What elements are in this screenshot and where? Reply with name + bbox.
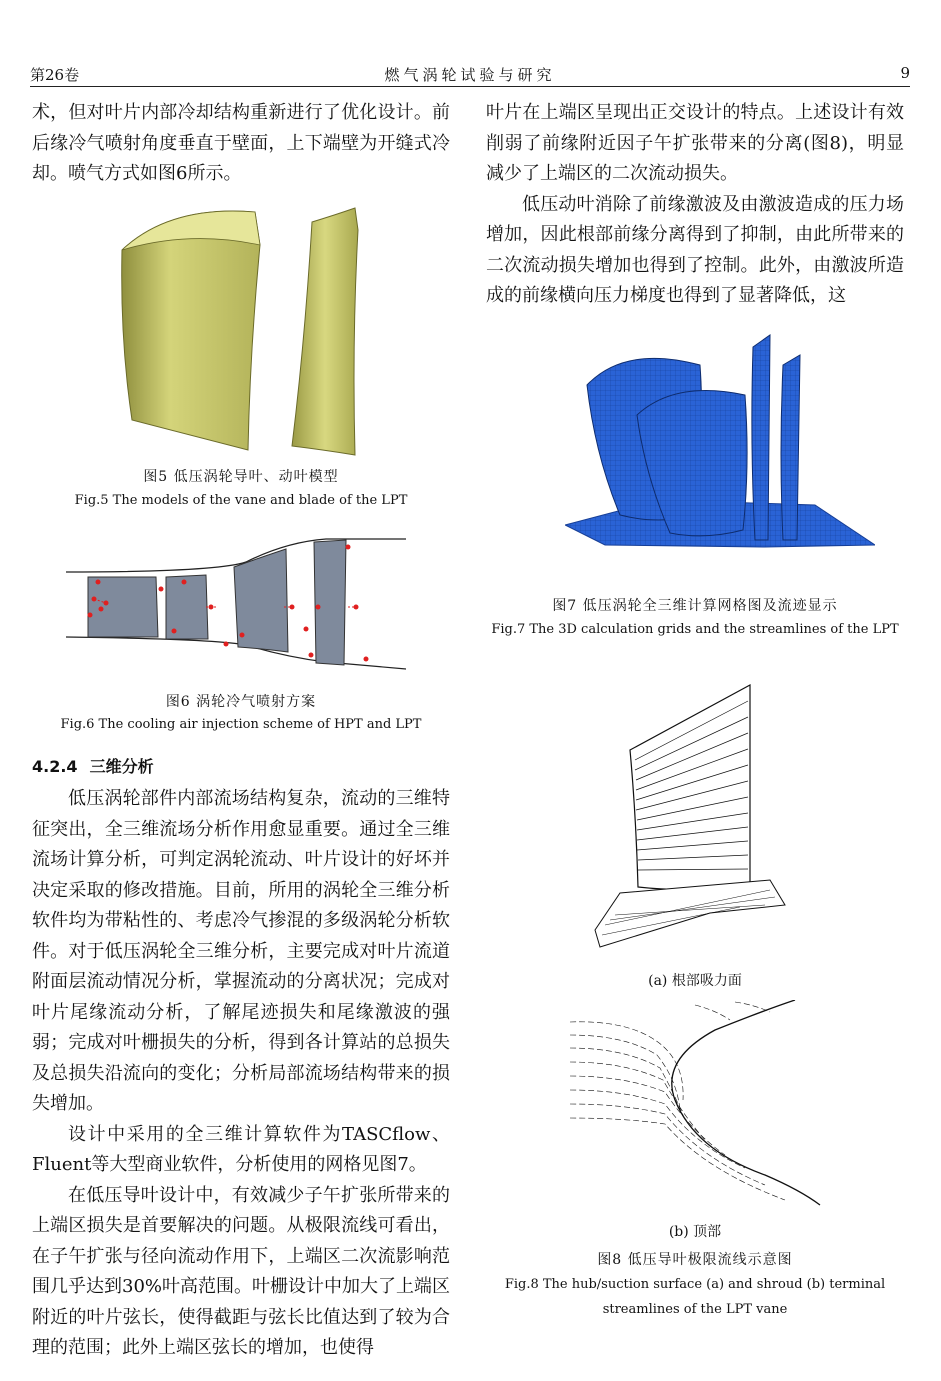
left-column-top [32,98,450,190]
left-column-body [32,784,450,1364]
figure-6-injection-scheme [66,527,412,677]
paragraph: 叶片在上端区呈现出正交设计的特点。上述设计有效削弱了前缘附近因子午扩张带来的分离(图8)，明显减少了上端区的二次流动损失。 [486,102,904,184]
figure-8-caption-zh: 图8 低压导叶极限流线示意图 [597,1252,793,1268]
page-number: 9 [900,64,910,82]
paragraph: 设计中采用的全三维计算软件为TASCflow、Fluent等大型商业软件，分析使用的网格见图7。 [32,1123,450,1175]
paragraph: 低压涡轮部件内部流场结构复杂，流动的三维特征突出，全三维流场分析作用愈显重要。通过全三维流场计算分析，可判定涡轮流动、叶片设计的好坏并决定采取的修改措施。目前，所用的涡轮全三维分析软件均为带粘性的、考虑冷气掺混的多级涡轮分析软件。对于低压涡轮全三维分析，主要完成对叶片流道附面层流动情况分析，掌握流动的分离状况；完成对叶片尾缘流动分析，了解尾迹损失和尾缘激波的强弱；完成对叶栅损失的分析，得到各计算站的总损失及总损失沿流向的变化；分析局部流场结构带来的损失增加。 [32,788,450,1114]
figure-8a-streamlines [590,665,790,965]
paragraph: 在低压导叶设计中，有效减少子午扩张所带来的上端区损失是首要解决的问题。从极限流线可看出，在子午扩张与径向流动作用下，上端区二次流影响范围几乎达到30%叶高范围。叶栅设计中加大了上端区附近的叶片弦长，使得截距与弦长比值达到了较为合理的范围；此外上端区弦长的增加，也使得 [32,1184,451,1358]
figure-8b-streamlines [565,1000,825,1210]
figure-6-caption-zh: 图6 涡轮冷气喷射方案 [165,694,317,710]
section-title: 三维分析 [89,757,154,776]
paragraph: 低压动叶消除了前缘激波及由激波造成的压力场增加，因此根部前缘分离得到了抑制，由此所带来的二次流动损失增加也得到了控制。此外，由激波所造成的前缘横向压力梯度也得到了显著降低，这 [486,193,904,306]
mesh-blade-3 [752,335,770,540]
volume-label: 第26卷 [30,66,80,84]
figure-8b-subcaption: (b) 顶部 [668,1224,722,1240]
journal-title: 燃气涡轮试验与研究 [384,66,556,84]
figure-5-caption-zh: 图5 低压涡轮导叶、动叶模型 [143,469,339,485]
figure-6-caption-en: Fig.6 The cooling air injection scheme of HPT and LPT [60,717,422,732]
figure-7-grid [565,315,875,555]
figure-7-caption-zh: 图7 低压涡轮全三维计算网格图及流迹显示 [552,598,838,614]
section-number: 4.2.4 [32,757,78,776]
figure-7-caption-en: Fig.7 The 3D calculation grids and the streamlines of the LPT [491,622,899,637]
figure-5-caption-en: Fig.5 The models of the vane and blade of the LPT [74,493,408,508]
figure-5-blade-models [100,200,380,460]
figure-8-caption-en-line1: Fig.8 The hub/suction surface (a) and shroud (b) terminal [504,1277,886,1292]
paragraph: 术，但对叶片内部冷却结构重新进行了优化设计。前后缘冷气喷射角度垂直于壁面，上下端壁为开缝式冷却。喷气方式如图6所示。 [32,102,450,184]
right-column-top [486,98,904,312]
figure-8a-subcaption: (a) 根部吸力面 [648,973,742,989]
section-heading [32,754,166,777]
figure-8-caption-en-line2: streamlines of the LPT vane [602,1302,788,1317]
blade-model [292,208,358,455]
vane-model [122,211,260,450]
mesh-blade-4 [781,355,800,540]
running-head [30,64,910,87]
